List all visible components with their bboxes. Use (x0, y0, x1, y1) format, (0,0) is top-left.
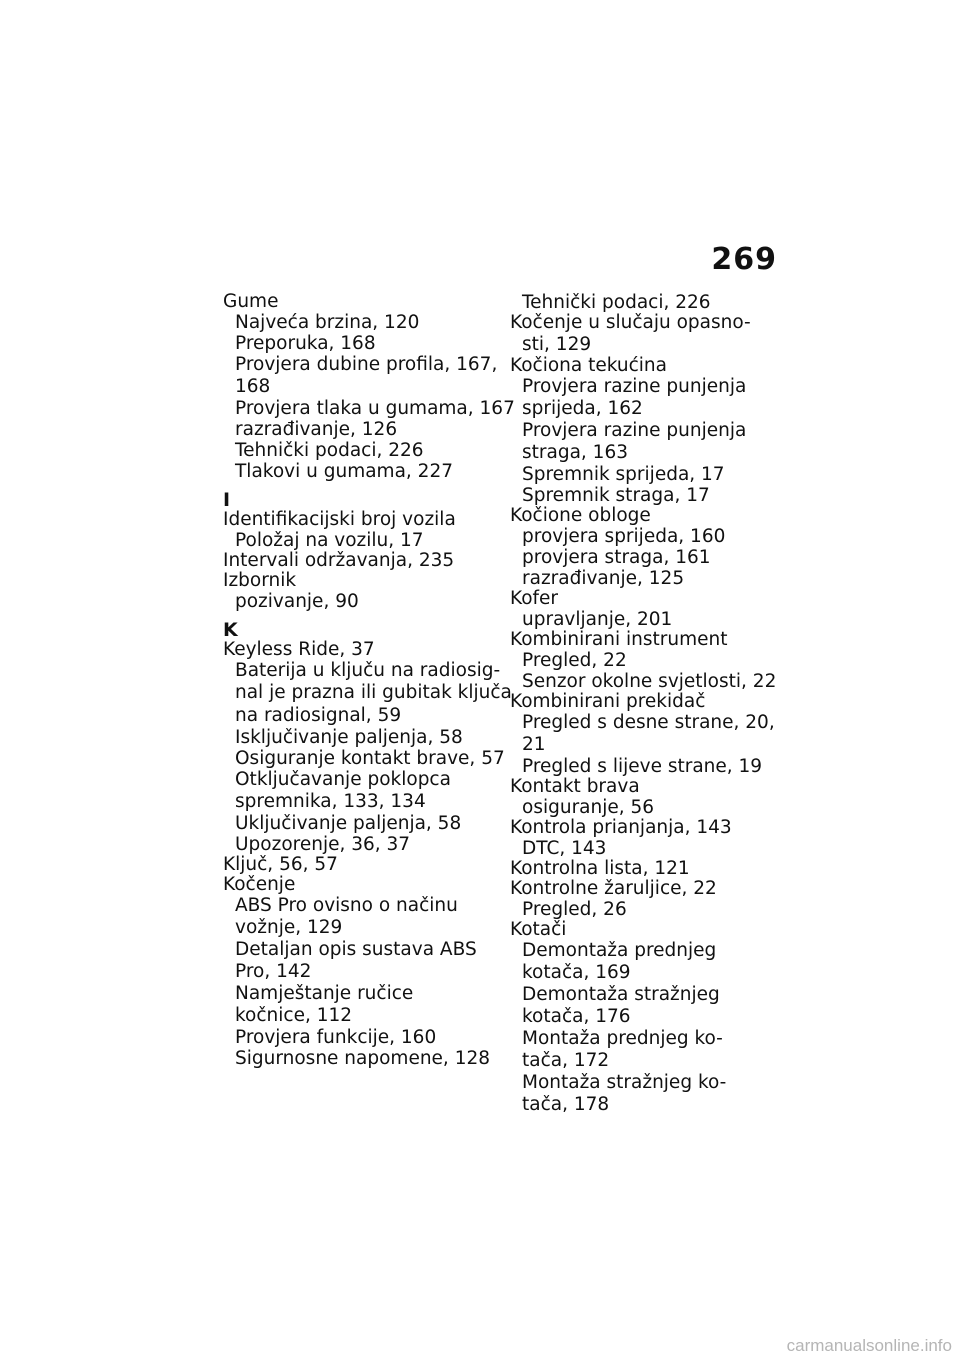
index-entry: Kombinirani instrument (510, 629, 728, 650)
index-entry: Kontakt brava (510, 776, 640, 797)
index-subentry: spremnika, 133, 134 (235, 791, 426, 812)
index-column-left (223, 291, 515, 1069)
index-entry: Kofer (510, 588, 559, 609)
index-entry: Kontrolna lista, 121 (510, 858, 690, 879)
index-subentry: Spremnik straga, 17 (522, 485, 710, 506)
index-subentry: Sigurnosne napomene, 128 (235, 1048, 491, 1069)
index-column-right (510, 292, 795, 1116)
index-entry: Kontrolne žaruljice, 22 (510, 878, 717, 899)
index-subentry: kotača, 176 (522, 1006, 631, 1027)
index-subentry: sti, 129 (522, 334, 592, 355)
index-subentry: 168 (235, 376, 271, 397)
index-subentry: Baterija u ključu na radiosig- (235, 660, 501, 681)
index-subentry: Otključavanje poklopca (235, 769, 451, 790)
index-subentry: upravljanje, 201 (522, 609, 673, 630)
index-entry: Kotači (510, 919, 567, 940)
index-subentry: Isključivanje paljenja, 58 (235, 727, 463, 748)
index-entry: Kombinirani prekidač (510, 691, 706, 712)
index-subentry: Uključivanje paljenja, 58 (235, 813, 462, 834)
index-subentry: Provjera razine punjenja (522, 420, 747, 441)
page-number: 269 (711, 242, 777, 277)
index-letter-heading: I (223, 489, 231, 511)
index-subentry: Tlakovi u gumama, 227 (235, 461, 453, 482)
index-subentry: Pregled s lijeve strane, 19 (522, 756, 763, 777)
index-entry: Ključ, 56, 57 (223, 854, 338, 875)
index-subentry: Provjera funkcije, 160 (235, 1027, 437, 1048)
index-subentry: ABS Pro ovisno o načinu (235, 895, 458, 916)
index-entry: Kočiona tekućina (510, 355, 667, 376)
index-subentry: nal je prazna ili gubitak ključa (235, 682, 512, 703)
index-subentry: DTC, 143 (522, 838, 607, 859)
index-subentry: razrađivanje, 125 (522, 568, 685, 589)
watermark-footer: carmanualsonline.info (786, 1336, 952, 1355)
index-subentry: Osiguranje kontakt brave, 57 (235, 748, 505, 769)
index-subentry: provjera straga, 161 (522, 547, 711, 568)
index-subentry: Pregled, 26 (522, 899, 627, 920)
index-subentry: Tehnički podaci, 226 (522, 292, 711, 313)
index-subentry: Pregled s desne strane, 20, (522, 712, 775, 733)
index-subentry: Preporuka, 168 (235, 333, 376, 354)
index-entry: Kočenje u slučaju opasno- (510, 312, 751, 333)
index-subentry: Senzor okolne svjetlosti, 22 (522, 671, 777, 692)
index-entry: Gume (223, 291, 279, 312)
index-subentry: sprijeda, 162 (522, 398, 643, 419)
index-subentry: Upozorenje, 36, 37 (235, 834, 411, 855)
index-subentry: Provjera razine punjenja (522, 376, 747, 397)
index-subentry: kočnice, 112 (235, 1005, 353, 1026)
index-subentry: Provjera tlaka u gumama, 167 (235, 398, 515, 419)
index-entry: Kočenje (223, 874, 296, 895)
index-subentry: 21 (522, 734, 546, 755)
index-subentry: kotača, 169 (522, 962, 631, 983)
index-entry: Kontrola prianjanja, 143 (510, 817, 732, 838)
index-entry: Izbornik (223, 570, 297, 591)
index-subentry: Montaža prednjeg ko- (522, 1028, 723, 1049)
index-subentry: tača, 178 (522, 1094, 610, 1115)
index-subentry: Pro, 142 (235, 961, 312, 982)
index-entry: Keyless Ride, 37 (223, 639, 375, 660)
index-subentry: vožnje, 129 (235, 917, 343, 938)
index-subentry: straga, 163 (522, 442, 628, 463)
index-subentry: Namještanje ručice (235, 983, 414, 1004)
index-entry: Kočione obloge (510, 505, 651, 526)
index-subentry: Demontaža stražnjeg (522, 984, 720, 1005)
index-subentry: tača, 172 (522, 1050, 610, 1071)
index-subentry: Demontaža prednjeg (522, 940, 717, 961)
index-entry: Intervali održavanja, 235 (223, 550, 455, 571)
index-subentry: Najveća brzina, 120 (235, 312, 420, 333)
index-subentry: provjera sprijeda, 160 (522, 526, 726, 547)
index-subentry: razrađivanje, 126 (235, 419, 398, 440)
index-entry: Identifikacijski broj vozila (223, 509, 456, 530)
index-subentry: Spremnik sprijeda, 17 (522, 464, 725, 485)
index-subentry: Tehnički podaci, 226 (235, 440, 424, 461)
index-subentry: pozivanje, 90 (235, 591, 359, 612)
index-subentry: Montaža stražnjeg ko- (522, 1072, 727, 1093)
index-subentry: osiguranje, 56 (522, 797, 655, 818)
index-subentry: Detaljan opis sustava ABS (235, 939, 477, 960)
index-subentry: Pregled, 22 (522, 650, 627, 671)
index-subentry: na radiosignal, 59 (235, 705, 402, 726)
index-subentry: Položaj na vozilu, 17 (235, 530, 424, 551)
index-subentry: Provjera dubine profila, 167, (235, 354, 498, 375)
index-letter-heading: K (223, 619, 238, 641)
